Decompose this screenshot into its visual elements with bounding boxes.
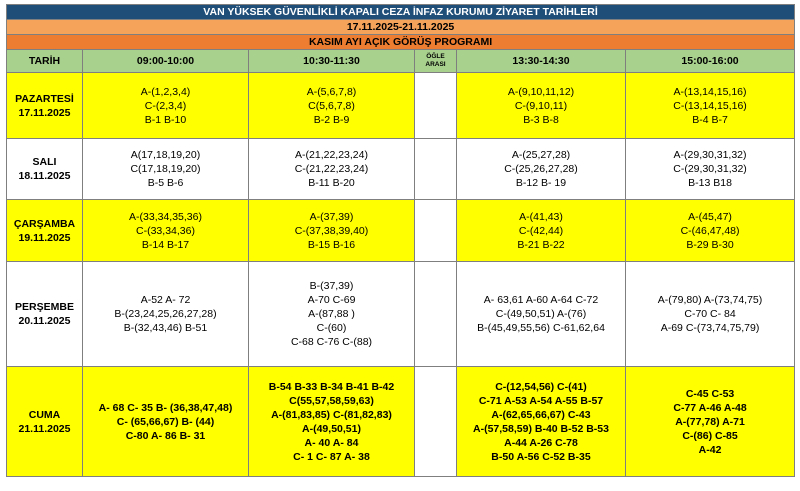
visit-group-line: A-(25,27,28) [511, 149, 571, 161]
visit-group-line: A-(49,50,51) [302, 422, 361, 435]
day-date: 18.11.2025 [18, 170, 71, 182]
visit-group-line: C-(13,14,15,16) [673, 99, 747, 112]
visit-group-line: C-(9,10,11) [514, 99, 568, 112]
visit-group-line: B-3 B-8 [523, 113, 559, 126]
visit-schedule-sheet [6, 4, 794, 477]
visit-group-line: C-(49,50,51) A-(76) [495, 308, 587, 320]
visit-slot-cell [626, 262, 795, 367]
header-lunch-break-line1: ÖĞLE [426, 53, 445, 60]
visit-slot-cell [249, 262, 415, 367]
day-date: 20.11.2025 [18, 315, 71, 327]
visit-slot-cell [457, 200, 626, 262]
day-date: 19.11.2025 [18, 231, 71, 244]
visit-group-line: A-(45,47) [688, 210, 732, 223]
visit-group-line: C-71 A-53 A-54 A-55 B-57 [478, 394, 604, 407]
visit-group-line: A- 63,61 A-60 A-64 C-72 [483, 294, 599, 306]
day-cell [7, 73, 83, 139]
visit-group-line: C-80 A- 86 B- 31 [125, 429, 206, 442]
visit-group-line: C-77 A-46 A-48 [673, 401, 747, 414]
visit-slot-cell [626, 367, 795, 477]
visit-group-line: A-(9,10,11,12) [507, 85, 575, 98]
program-title: KASIM AYI AÇIK GÖRÜŞ PROGRAMI [7, 35, 795, 50]
visit-group-line: C-(46,47,48) [680, 224, 740, 237]
visit-group-line: A-(21,22,23,24) [295, 149, 368, 161]
visit-group-line: B-5 B-6 [147, 177, 184, 189]
visit-group-line: B-1 B-10 [144, 113, 187, 126]
visit-group-line: C-(60) [316, 322, 347, 334]
visit-group-line: A-(1,2,3,4) [140, 85, 191, 98]
visit-group-line: A-(87,88 ) [308, 308, 355, 320]
visit-group-line: B-12 B- 19 [515, 177, 567, 189]
visit-group-line: A-(77,78) A-71 [675, 415, 745, 428]
visit-slot-cell [83, 139, 249, 200]
visit-group-line: A-(81,83,85) C-(81,82,83) [271, 408, 392, 421]
lunch-break-cell [415, 73, 457, 139]
visit-group-line: A-(37,39) [309, 210, 354, 223]
visit-slot-cell [457, 73, 626, 139]
visit-group-line: C-(21,22,23,24) [294, 163, 369, 175]
visit-group-line: A-(79,80) A-(73,74,75) [657, 294, 763, 306]
visit-group-line: C(5,6,7,8) [308, 99, 355, 112]
day-cell [7, 262, 83, 367]
visit-slot-cell [626, 73, 795, 139]
day-row [7, 367, 795, 477]
visit-group-line: C-68 C-76 C-(88) [290, 336, 373, 348]
visit-slot-cell [83, 73, 249, 139]
header-slot-2: 10:30-11:30 [249, 50, 415, 73]
visit-group-line: C-70 C- 84 [684, 308, 736, 320]
visit-group-line: C-(33,34,36) [136, 224, 195, 237]
visit-group-line: C-(86) C-85 [682, 429, 738, 442]
header-date: TARİH [7, 50, 83, 73]
lunch-break-cell [415, 367, 457, 477]
schedule-table [6, 4, 795, 477]
visit-group-line: A- 40 A- 84 [304, 436, 359, 449]
visit-group-line: C-(42,44) [518, 224, 564, 237]
visit-slot-cell [457, 139, 626, 200]
visit-group-line: A-(5,6,7,8) [306, 85, 357, 98]
visit-group-line: C-(25,26,27,28) [504, 163, 578, 175]
visit-group-line: B-21 B-22 [517, 238, 565, 251]
visit-group-line: C-45 C-53 [685, 387, 735, 400]
visit-group-line: C-(29,30,31,32) [673, 163, 747, 175]
visit-slot-cell [249, 139, 415, 200]
visit-group-line: A(17,18,19,20) [130, 149, 201, 161]
visit-group-line: B-14 B-17 [141, 238, 190, 251]
visit-slot-cell [249, 73, 415, 139]
visit-group-line: A-(62,65,66,67) C-43 [491, 408, 591, 421]
visit-group-line: B-50 A-56 C-52 B-35 [491, 450, 591, 463]
visit-slot-cell [457, 262, 626, 367]
visit-group-line: C-(12,54,56) C-(41) [495, 380, 587, 393]
visit-group-line: C- 1 C- 87 A- 38 [293, 450, 370, 463]
lunch-break-cell [415, 139, 457, 200]
visit-group-line: B-(32,43,46) B-51 [123, 322, 208, 334]
header-lunch-break [415, 50, 457, 73]
visit-group-line: B-2 B-9 [313, 113, 350, 126]
visit-slot-cell [83, 200, 249, 262]
days-body [7, 73, 795, 477]
visit-group-line: C(55,57,58,59,63) [289, 394, 374, 407]
day-name: PERŞEMBE [15, 301, 74, 313]
visit-group-line: B-29 B-30 [686, 238, 734, 251]
lunch-break-cell [415, 262, 457, 367]
date-range: 17.11.2025-21.11.2025 [7, 20, 795, 35]
visit-slot-cell [457, 367, 626, 477]
visit-group-line: B-4 B-7 [692, 113, 728, 126]
visit-slot-cell [83, 367, 249, 477]
sheet-title: VAN YÜKSEK GÜVENLİKLİ KAPALI CEZA İNFAZ KURUMU ZİYARET TARİHLERİ [7, 5, 795, 20]
header-slot-1: 09:00-10:00 [83, 50, 249, 73]
visit-group-line: B-(23,24,25,26,27,28) [114, 308, 217, 320]
day-cell [7, 200, 83, 262]
visit-group-line: A-70 C-69 [307, 294, 356, 306]
day-name: ÇARŞAMBA [13, 217, 76, 230]
visit-group-line: B-(45,49,55,56) C-61,62,64 [477, 322, 605, 334]
day-name: CUMA [28, 408, 61, 421]
visit-group-line: A-(13,14,15,16) [673, 85, 747, 98]
visit-group-line: B-11 B-20 [308, 177, 355, 189]
day-date: 17.11.2025 [18, 106, 71, 119]
header-slot-3: 13:30-14:30 [457, 50, 626, 73]
visit-group-line: C- (65,66,67) B- (44) [116, 415, 215, 428]
visit-group-line: A-44 A-26 C-78 [504, 436, 578, 449]
lunch-break-cell [415, 200, 457, 262]
visit-slot-cell [626, 200, 795, 262]
visit-group-line: B-54 B-33 B-34 B-41 B-42 [268, 380, 395, 393]
visit-group-line: A-(33,34,35,36) [129, 210, 202, 223]
visit-group-line: C-(2,3,4) [144, 99, 187, 112]
visit-group-line: A- 68 C- 35 B- (36,38,47,48) [98, 401, 233, 414]
visit-slot-cell [249, 200, 415, 262]
visit-slot-cell [249, 367, 415, 477]
visit-group-line: A-52 A- 72 [140, 294, 191, 306]
visit-group-line: A-(41,43) [519, 210, 563, 223]
day-row [7, 73, 795, 139]
day-row [7, 262, 795, 367]
visit-slot-cell [83, 262, 249, 367]
visit-group-line: B-15 B-16 [307, 238, 356, 251]
day-cell [7, 367, 83, 477]
visit-slot-cell [626, 139, 795, 200]
visit-group-line: B-13 B18 [688, 177, 732, 189]
visit-group-line: A-69 C-(73,74,75,79) [660, 322, 760, 334]
visit-group-line: A-(57,58,59) B-40 B-52 B-53 [473, 422, 609, 435]
day-cell [7, 139, 83, 200]
visit-group-line: A-42 [698, 443, 722, 456]
day-name: PAZARTESİ [15, 92, 74, 105]
header-slot-4: 15:00-16:00 [626, 50, 795, 73]
visit-group-line: A-(29,30,31,32) [673, 149, 747, 161]
visit-group-line: B-(37,39) [309, 280, 354, 292]
visit-group-line: C-(37,38,39,40) [294, 224, 369, 237]
header-lunch-break-line2: ARASI [425, 61, 446, 68]
visit-group-line: C(17,18,19,20) [130, 163, 201, 175]
day-row [7, 139, 795, 200]
day-date: 21.11.2025 [18, 422, 71, 435]
day-name: SALI [32, 156, 57, 168]
day-row [7, 200, 795, 262]
